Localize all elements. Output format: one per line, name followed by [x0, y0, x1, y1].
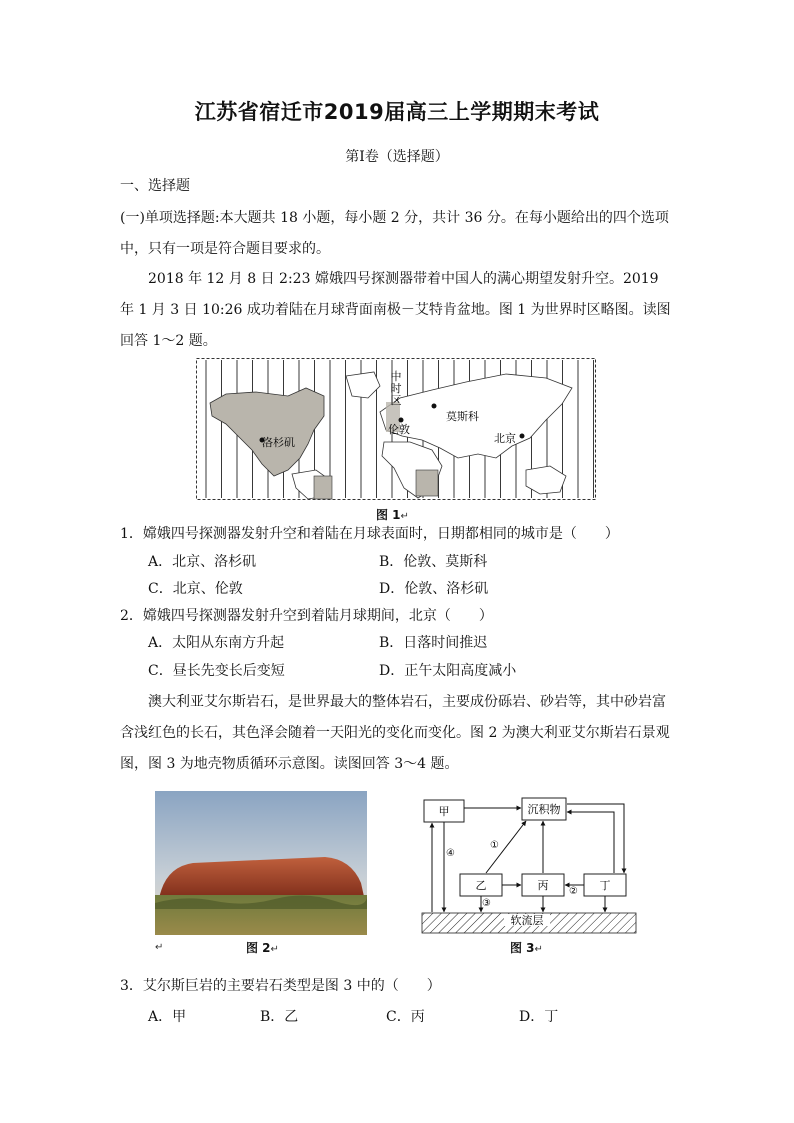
q1-option-d[interactable]: D．伦敦、洛杉矶 [379, 581, 489, 597]
return-mark-icon: ↵ [155, 942, 164, 953]
q3-option-b[interactable]: B．乙 [260, 1009, 299, 1025]
marker-1: ① [490, 840, 499, 851]
figure-3-caption: 图 3↵ [510, 941, 543, 955]
box-bing-label: 丙 [537, 879, 549, 892]
moscow-label: 莫斯科 [446, 410, 479, 423]
marker-3: ③ [482, 898, 491, 909]
figure-1-timezone-map [196, 358, 596, 500]
central-zone-label-3: 区 [390, 394, 402, 407]
london-label: 伦敦 [388, 423, 410, 436]
passage-1: 2018 年 12 月 8 日 2:23 嫦娥四号探测器带着中国人的满心期望发射升空。2019 年 1 月 3 日 10:26 成功着陆在月球背面南极－艾特肯盆地。图 1 为世界时区略图。读图回答 1～2 题。 [120, 271, 671, 349]
asthenosphere-label: 软流层 [510, 914, 544, 927]
box-sediment-label: 沉积物 [527, 803, 561, 816]
volume-heading: 第Ⅰ卷（选择题） [345, 149, 449, 165]
moscow-marker [432, 404, 437, 409]
beijing-label: 北京 [494, 432, 516, 445]
question-3-stem: 3．艾尔斯巨岩的主要岩石类型是图 3 中的（ ） [120, 978, 441, 994]
figure-3-rock-cycle-diagram [418, 792, 640, 942]
question-1-stem: 1．嫦娥四号探测器发射升空和着陆在月球表面时，日期都相同的城市是（ ） [120, 526, 619, 542]
passage-2: 澳大利亚艾尔斯岩石，是世界最大的整体岩石，主要成份砾岩、砂岩等，其中砂岩富含浅红色的长石，其色泽会随着一天阳光的变化而变化。图 2 为澳大利亚艾尔斯岩石景观图，图 3 为地壳物质循环示意图。读图回答 3～4 题。 [120, 694, 670, 772]
q2-option-a[interactable]: A．太阳从东南方升起 [148, 635, 285, 651]
section-instructions: (一)单项选择题:本大题共 18 小题，每小题 2 分，共计 36 分。在每小题给出的四个选项中，只有一项是符合题目要求的。 [120, 210, 669, 257]
q2-option-d[interactable]: D．正午太阳高度减小 [379, 663, 517, 679]
figure-1-caption: 图 1↵ [376, 508, 409, 522]
london-marker [399, 418, 404, 423]
q1-option-c[interactable]: C．北京、伦敦 [148, 581, 243, 597]
marker-4: ④ [446, 848, 455, 859]
q1-option-b[interactable]: B．伦敦、莫斯科 [379, 554, 488, 570]
figure-2-uluru-photo [155, 791, 367, 935]
los-angeles-label: 洛杉矶 [262, 436, 295, 449]
central-zone-label-2: 时 [390, 382, 402, 395]
question-2-stem: 2．嫦娥四号探测器发射升空到着陆月球期间，北京（ ） [120, 608, 493, 624]
central-zone-label-1: 中 [390, 370, 402, 383]
figure-2-caption: 图 2↵ [246, 941, 279, 955]
box-yi-label: 乙 [475, 879, 487, 892]
beijing-marker [520, 434, 525, 439]
q3-option-a[interactable]: A．甲 [148, 1009, 187, 1025]
q2-option-c[interactable]: C．昼长先变长后变短 [148, 663, 285, 679]
box-ding-label: 丁 [599, 879, 611, 892]
q1-option-a[interactable]: A．北京、洛杉矶 [148, 554, 257, 570]
section-heading: 一、选择题 [120, 178, 190, 194]
q3-option-d[interactable]: D．丁 [519, 1009, 559, 1025]
q3-option-c[interactable]: C．丙 [386, 1009, 425, 1025]
box-jia-label: 甲 [438, 805, 450, 818]
q2-option-b[interactable]: B．日落时间推迟 [379, 635, 488, 651]
page-title: 江苏省宿迁市2019届高三上学期期末考试 [194, 100, 600, 124]
marker-2: ② [569, 886, 578, 897]
